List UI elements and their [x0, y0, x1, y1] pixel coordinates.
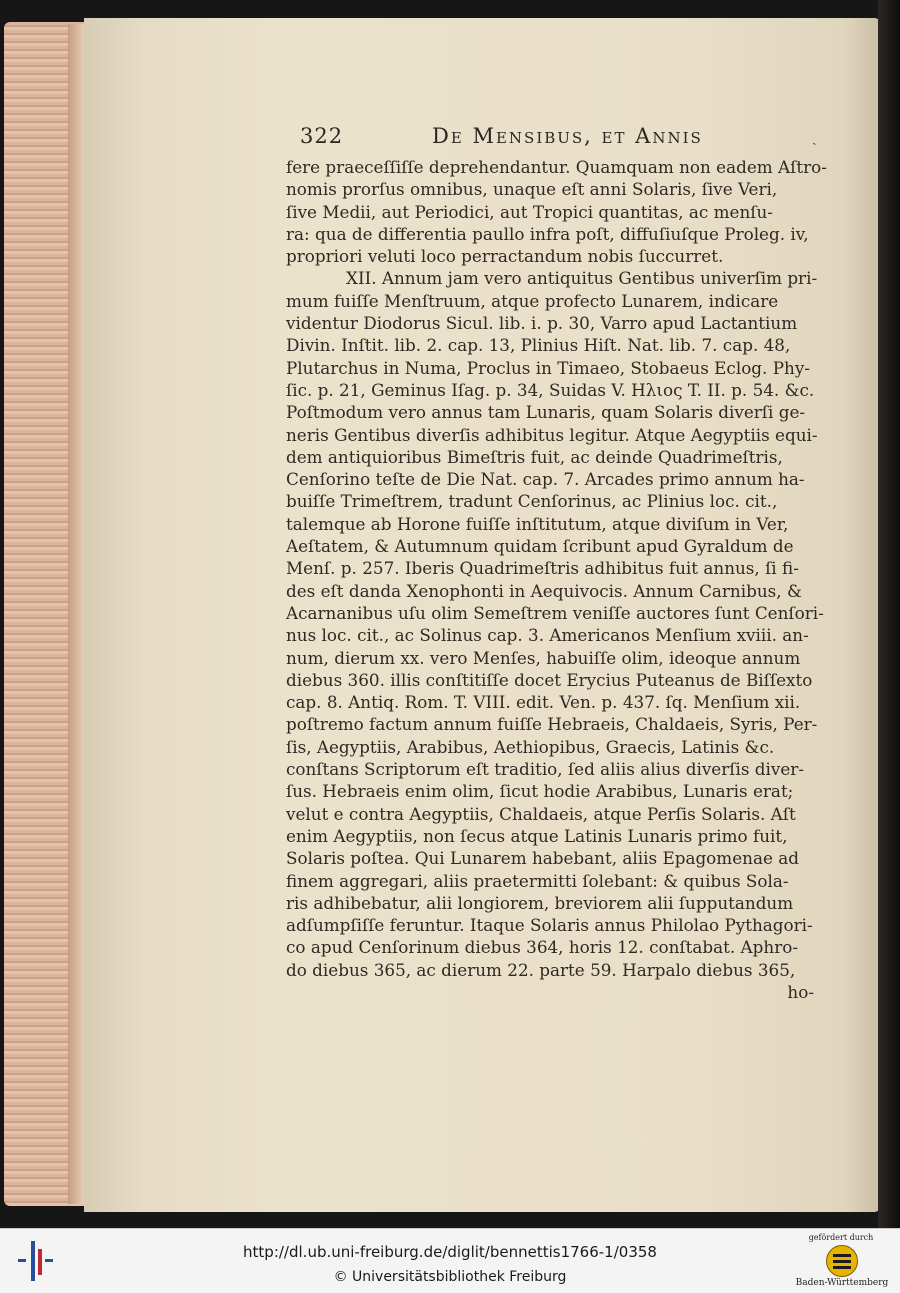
text-line: videntur Diodorus Sicul. lib. i. p. 30, Varro apud Lactantium [286, 313, 798, 334]
text-line: Aeſtatem, & Autumnum quidam ſcribunt apud Gyraldum de [286, 536, 794, 557]
text-line: ſis, Aegyptiis, Arabibus, Aethiopibus, Graecis, Latinis &c. [286, 736, 775, 757]
text-line: finem aggregari, aliis praetermitti ſolebant: & quibus Sola- [286, 870, 789, 891]
footer-bar [0, 1228, 900, 1293]
text-line: num, dierum xx. vero Menſes, habuiſſe olim, ideoque annum [286, 647, 801, 668]
text-line: diebus 360. illis conſtitiſſe docet Erycius Puteanus de Biſſexto [286, 669, 813, 690]
text-line: neris Gentibus diverſis adhibitus legitur. Atque Aegyptiis equi- [286, 424, 818, 445]
text-line: co apud Cenſorinum diebus 364, horis 12. conſtabat. Aphro- [286, 937, 799, 958]
catchword: ho- [787, 981, 814, 1002]
body-text [286, 156, 826, 1003]
text-line: nus loc. cit., ac Solinus cap. 3. Americanos Menſium xviii. an- [286, 625, 809, 646]
text-line: Acarnanibus uſu olim Semeſtrem veniſſe auctores ſunt Cenſori- [286, 602, 824, 623]
text-line: ra: qua de differentia paullo infra poſt, diffuſiuſque Proleg. iv, [286, 223, 809, 244]
running-title: De Mensibus, et Annis [432, 124, 703, 148]
text-line: Divin. Inſtit. lib. 2. cap. 13, Plinius Hiſt. Nat. lib. 7. cap. 48, [286, 335, 791, 356]
text-line: do diebus 365, ac dierum 22. parte 59. Harpalo diebus 365, [286, 959, 796, 980]
text-line: adſumpſiſſe feruntur. Itaque Solaris annus Philolao Pythagori- [286, 915, 813, 936]
text-line: enim Aegyptiis, non ſecus atque Latinis Lunaris primo fuit, [286, 825, 788, 846]
text-line: Poſtmodum vero annus tam Lunaris, quam Solaris diverſi ge- [286, 402, 806, 423]
text-line: ſus. Hebraeis enim olim, ſicut hodie Arabibus, Lunaris erat; [286, 781, 794, 802]
book-cover-edge [878, 0, 900, 1228]
text-line: nomis prorſus omnibus, unaque eſt anni Solaris, ſive Veri, [286, 179, 778, 200]
text-line: Cenſorino teſte de Die Nat. cap. 7. Arcades primo annum ha- [286, 469, 805, 490]
text-line: talemque ab Horone fuiſſe inſtitutum, atque diviſum in Ver, [286, 513, 789, 534]
text-line: Plutarchus in Numa, Proclus in Timaeo, Stobaeus Eclog. Phy- [286, 357, 810, 378]
text-line: velut e contra Aegyptiis, Chaldaeis, atque Perſis Solaris. Aſt [286, 803, 796, 824]
page-number: 322 [300, 124, 344, 148]
page-header [300, 124, 820, 152]
sponsor-name: Baden-Württemberg [795, 1278, 889, 1288]
text-line: mum fuiſſe Menſtruum, atque profecto Lunarem, indicare [286, 290, 779, 311]
text-line: dem antiquioribus Bimeſtris fuit, ac deinde Quadrimeſtris, [286, 446, 783, 467]
text-line: poſtremo factum annum fuiſſe Hebraeis, Chaldaeis, Syris, Per- [286, 714, 818, 735]
text-line: Menſ. p. 257. Iberis Quadrimeſtris adhibitus fuit annus, ſi fi- [286, 558, 799, 579]
printer-mark: ˎ [812, 130, 817, 146]
text-line: des eſt danda Xenophonti in Aequivocis. Annum Carnibus, & [286, 580, 802, 601]
permalink-url[interactable]: http://dl.ub.uni-freiburg.de/diglit/bennettis1766-1/0358 [243, 1243, 657, 1261]
text-line: ris adhibebatur, alii longiorem, breviorem alii ſupputandum [286, 892, 794, 913]
sponsor-label: gefördert durch [808, 1233, 874, 1242]
text-line: buiſſe Trimeſtrem, tradunt Cenſorinus, ac Plinius loc. cit., [286, 491, 778, 512]
text-line: XII. Annum jam vero antiquitus Gentibus univerſim pri- [346, 268, 818, 289]
text-line: cap. 8. Antiq. Rom. T. VIII. edit. Ven. p. 437. ſq. Menſium xii. [286, 692, 801, 713]
text-line: ſive Medii, aut Periodici, aut Tropici quantitas, ac menſu- [286, 201, 773, 222]
text-line: propriori veluti loco perractandum nobis ſuccurret. [286, 246, 724, 267]
state-crest-icon [826, 1245, 858, 1277]
copyright-notice: © Universitätsbibliothek Freiburg [333, 1269, 567, 1285]
text-line: conſtans Scriptorum eſt traditio, ſed aliis alius diverſis diver- [286, 759, 804, 780]
text-line: fere praeceſſiſſe deprehendantur. Quamquam non eadem Aſtro- [286, 157, 827, 177]
text-line: Solaris poſtea. Qui Lunarem habebant, aliis Epagomenae ad [286, 848, 799, 869]
text-line: ſic. p. 21, Geminus Iſag. p. 34, Suidas V. Ηλιος T. II. p. 54. &c. [286, 379, 815, 400]
